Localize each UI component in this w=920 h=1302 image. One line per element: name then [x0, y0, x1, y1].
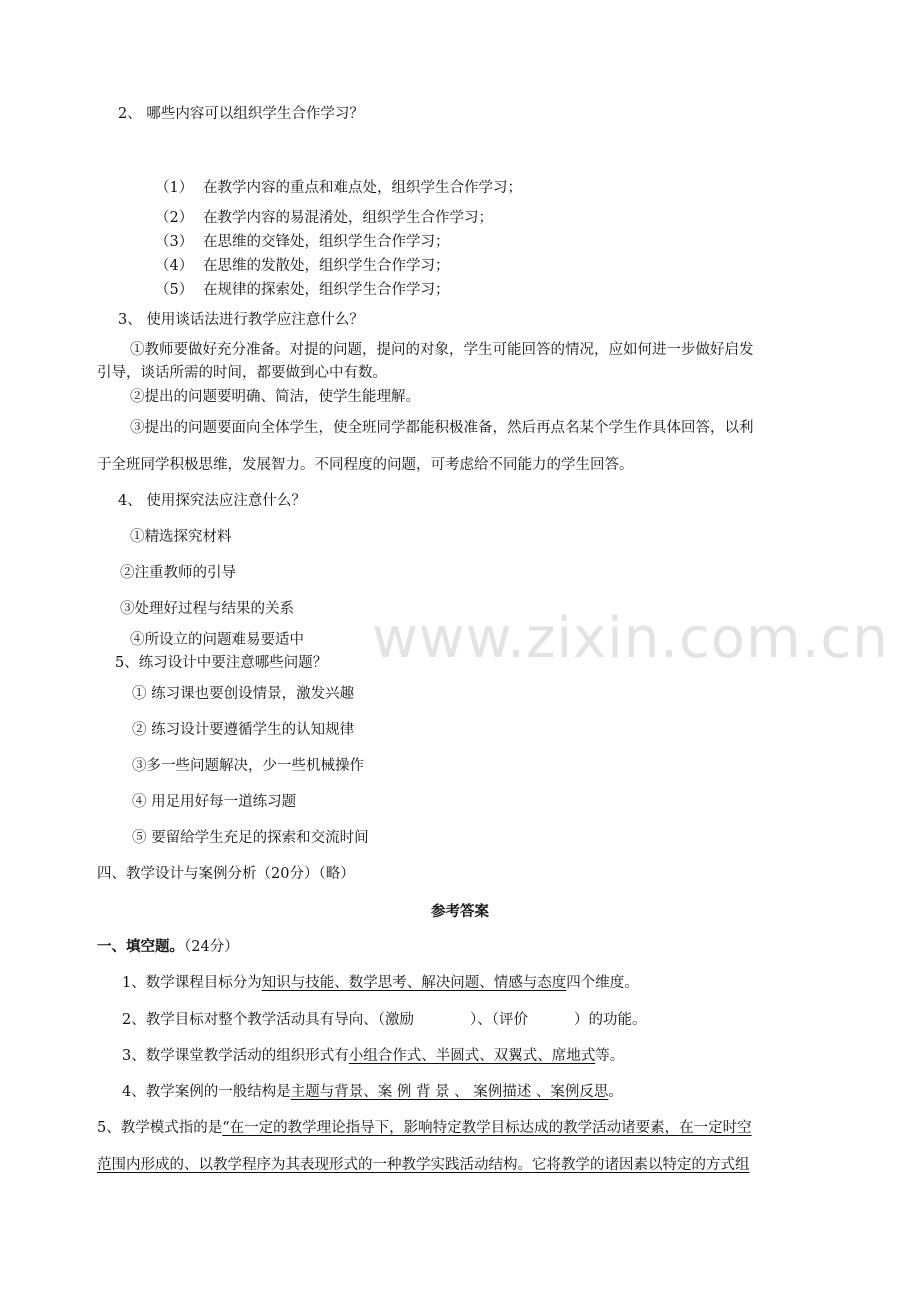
question-5-item-4: ④ 用足用好每一道练习题	[132, 794, 297, 810]
question-2-title: 2、 哪些内容可以组织学生合作学习？	[118, 106, 364, 122]
question-2-item-3: （3） 在思维的交锋处，组织学生合作学习；	[155, 234, 450, 250]
answer-3: 3、数学课堂教学活动的组织形式有小组合作式、半圆式、双翼式、席地式等。	[122, 1048, 625, 1064]
question-3-para-1a: ①教师要做好充分准备。对提的问题，提问的对象，学生可能回答的情况，应如何进一步做好启发	[130, 342, 754, 358]
answer-5-line-1: 5、教学模式指的是“在一定的教学理论指导下，影响特定教学目标达成的教学活动诸要素，在一定时空	[97, 1120, 752, 1136]
answers-heading: 参考答案	[431, 903, 489, 920]
question-3-para-3a: ③提出的问题要面向全体学生，使全班同学都能积极准备，然后再点名某个学生作具体回答，以利	[130, 420, 754, 436]
question-2-item-5: （5） 在规律的探索处，组织学生合作学习；	[155, 282, 450, 298]
question-2-item-2: （2） 在教学内容的易混淆处，组织学生合作学习；	[155, 210, 493, 226]
question-2-item-4: （4） 在思维的发散处，组织学生合作学习；	[155, 258, 450, 274]
question-4-item-4: ④所设立的问题难易要适中	[130, 632, 304, 648]
question-5-title: 5、练习设计中要注意哪些问题？	[115, 655, 328, 671]
question-3-title: 3、 使用谈话法进行教学应注意什么？	[118, 312, 364, 328]
question-5-item-3: ③多一些问题解决，少一些机械操作	[132, 758, 364, 774]
question-4-item-2: ②注重教师的引导	[120, 565, 236, 581]
question-4-item-1: ①精选探究材料	[130, 529, 232, 545]
question-3-para-2: ②提出的问题要明确、简洁，使学生能理解。	[130, 389, 420, 405]
question-5-item-2: ② 练习设计要遵循学生的认知规律	[132, 722, 355, 738]
answer-5-line-2: 范围内形成的、以教学程序为其表现形式的一种教学实践活动结构。它将教学的诸因素以特定的方式组	[97, 1157, 750, 1173]
question-4-title: 4、 使用探究法应注意什么？	[118, 493, 306, 509]
question-3-para-3b: 于全班同学积极思维，发展智力。不同程度的问题，可考虑给不同能力的学生回答。	[97, 457, 634, 473]
section-4-heading: 四、教学设计与案例分析（20分）（略）	[97, 866, 355, 882]
fill-in-section-title: 一、填空题。（24分）	[97, 938, 239, 955]
question-5-item-5: ⑤ 要留给学生充足的探索和交流时间	[132, 830, 369, 846]
answer-2: 2、教学目标对整个教学活动具有导向、（激励 ）、（评价 ）的功能。	[122, 1012, 647, 1028]
question-3-para-1b: 引导，谈话所需的时间，都要做到心中有数。	[97, 365, 387, 381]
watermark: www.zixin.com.cn	[372, 606, 889, 671]
question-2-item-1: （1） 在教学内容的重点和难点处，组织学生合作学习；	[155, 180, 522, 196]
answer-4: 4、教学案例的一般结构是主题与背景、案 例 背 景 、 案例描述 、案例反思。	[122, 1084, 623, 1100]
answer-1: 1、数学课程目标分为知识与技能、数学思考、解决问题、情感与态度四个维度。	[122, 975, 639, 991]
question-5-item-1: ① 练习课也要创设情景，激发兴趣	[132, 686, 355, 702]
question-4-item-3: ③处理好过程与结果的关系	[120, 601, 294, 617]
